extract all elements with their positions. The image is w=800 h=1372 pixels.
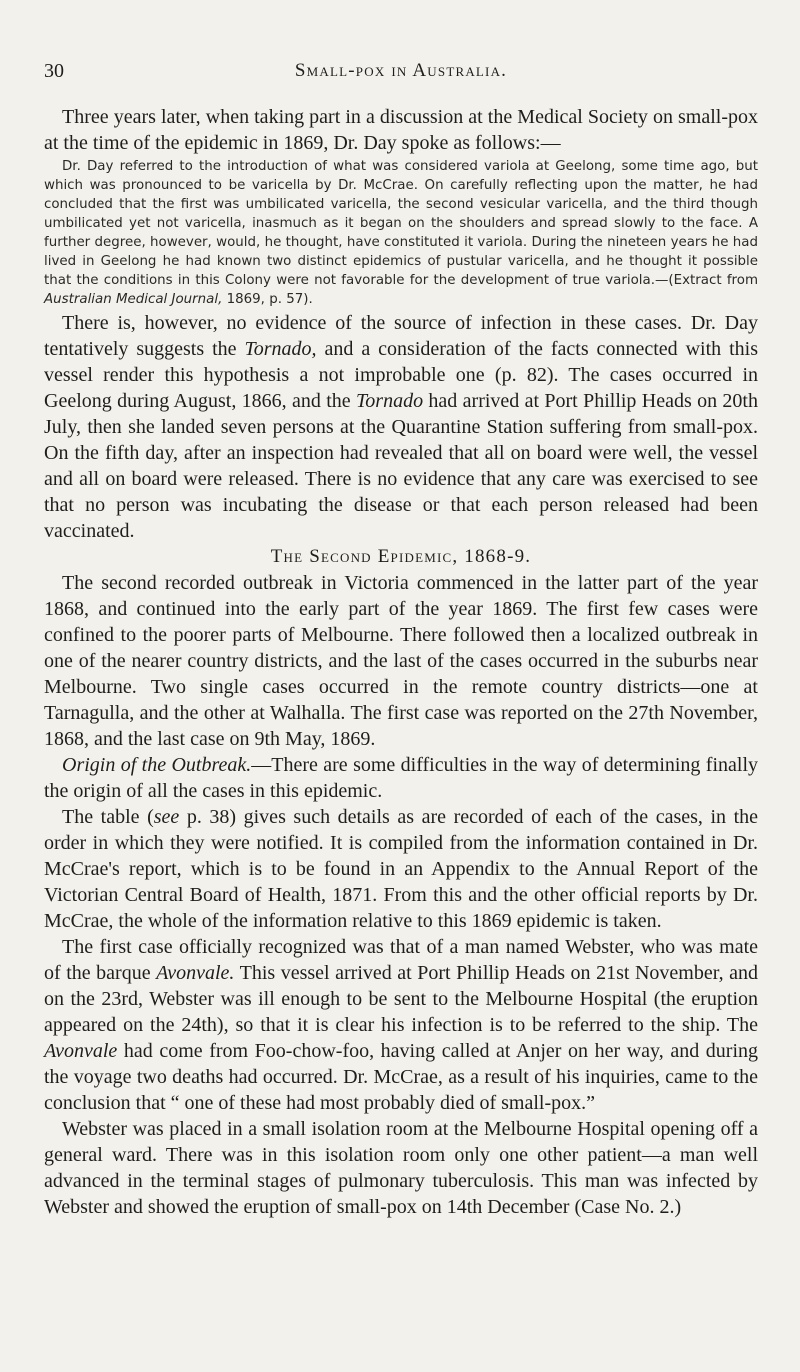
paragraph-text: p. 38) gives such details as are recorded of each of the cases, in the order in which they were notified. It is compiled from the information contained in Dr. McCrae's report, which is to be found in an Appendix to the Annual Report of the Victorian Central Board of Health, 1871. From this and the other official reports by Dr. McCrae, the whole of the information relative to this 1869 epidemic is taken. [44, 806, 759, 932]
running-title: Small-pox in Australia. [294, 60, 508, 81]
see-reference: see [153, 806, 180, 828]
ship-name: Avonvale [44, 1040, 118, 1062]
paragraph-isolation: Webster was placed in a small isolation room at the Melbourne Hospital opening off a general ward. There was in this isolation room only one other patient—a man well advanced in the terminal stages of pulmonary tuberculosis. This man was infected by Webster and showed the eruption of small-pox on 14th December (Case No. 2.) [44, 1118, 758, 1218]
paragraph-second-outbreak: The second recorded outbreak in Victoria commenced in the latter part of the year 1868, and continued into the early part of the year 1869. The first few cases were confined to the poorer parts of Melbourne. There followed then a localized outbreak in one of the nearer country districts, and the last of the cases occurred in the suburbs near Melbourne. Two single cases occurred in the remote country districts—one at Tarnagulla, and the other at Walhalla. The first case was reported on the 27th November, 1868, and the last case on 9th May, 1869. [44, 572, 758, 750]
quote-journal-title: Australian Medical Journal, [44, 292, 223, 307]
ship-name: Avonvale. [156, 962, 235, 984]
run-in-heading: Origin of the Outbreak. [62, 754, 252, 776]
book-page [44, 60, 758, 1220]
paragraph-text: —There are some difficulties in the way of determining finally the origin of all the cases in this epidemic. [44, 754, 759, 802]
quote-text: Dr. Day referred to the introduction of what was considered variola at Geelong, some time ago, but which was pronounced to be varicella by Dr. McCrae. On carefully reflecting upon the matter, he had concluded that the first was umbilicated varicella, the second vesicular varicella, and the third though umbilicated yet not varicella, inasmuch as it began on the shoulders and spread slowly to the face. A further degree, however, would, he thought, have constituted it variola. During the nineteen years he had lived in Geelong he had known two distinct epidemics of pustular varicella, and he thought it possible that the conditions in this Colony were not favorable for the development of true variola.—(Extract from [44, 159, 758, 288]
paragraph-origin [44, 752, 758, 804]
paragraph-webster [44, 934, 758, 1116]
paragraph-text: had come from Foo-chow-foo, having called at Anjer on her way, and during the voyage two deaths had occurred. Dr. McCrae, as a result of his inquiries, came to the conclusion that “ one of these had most probably died of small-pox.” [44, 1040, 758, 1114]
block-quote [44, 157, 758, 309]
paragraph-text: This vessel arrived at Port Phillip Heads on 21st November, and on the 23rd, Webster was ill enough to be sent to the Melbourne Hospital (the eruption appeared on the 24th), so that it is clear his infection is to be referred to the ship. The [44, 962, 758, 1036]
quote-citation: 1869, p. 57). [222, 292, 313, 307]
running-head [44, 60, 758, 84]
section-heading: The Second Epidemic, 1868-9. [270, 546, 532, 567]
paragraph-text: There is, however, no evidence of the source of infection in these cases. Dr. Day tentatively suggests the [44, 312, 758, 360]
paragraph-tornado [44, 310, 758, 544]
paragraph-text: had arrived at Port Phillip Heads on 20th July, then she landed seven persons at the Quarantine Station suffering from small-pox. On the fifth day, after an inspection had revealed that all on board were well, the vessel and all on board were released. There is no evidence that any care was exercised to see that no person was incubating the disease or that each person released had been vaccinated. [44, 390, 758, 542]
paragraph-text: The table ( [62, 806, 154, 828]
ship-name: Tornado, [244, 338, 317, 360]
page-number: 30 [44, 60, 64, 82]
paragraph-table-note [44, 804, 758, 934]
paragraph-text: The first case officially recognized was that of a man named Webster, who was mate of the barque [44, 936, 758, 984]
paragraph-text: and a consideration of the facts connected with this vessel render this hypothesis a not improbable one (p. 82). The cases occurred in Geelong during August, 1866, and the [44, 338, 758, 412]
paragraph-intro: Three years later, when taking part in a discussion at the Medical Society on small-pox at the time of the epidemic in 1869, Dr. Day spoke as follows:— [44, 106, 758, 154]
ship-name: Tornado [356, 390, 424, 412]
